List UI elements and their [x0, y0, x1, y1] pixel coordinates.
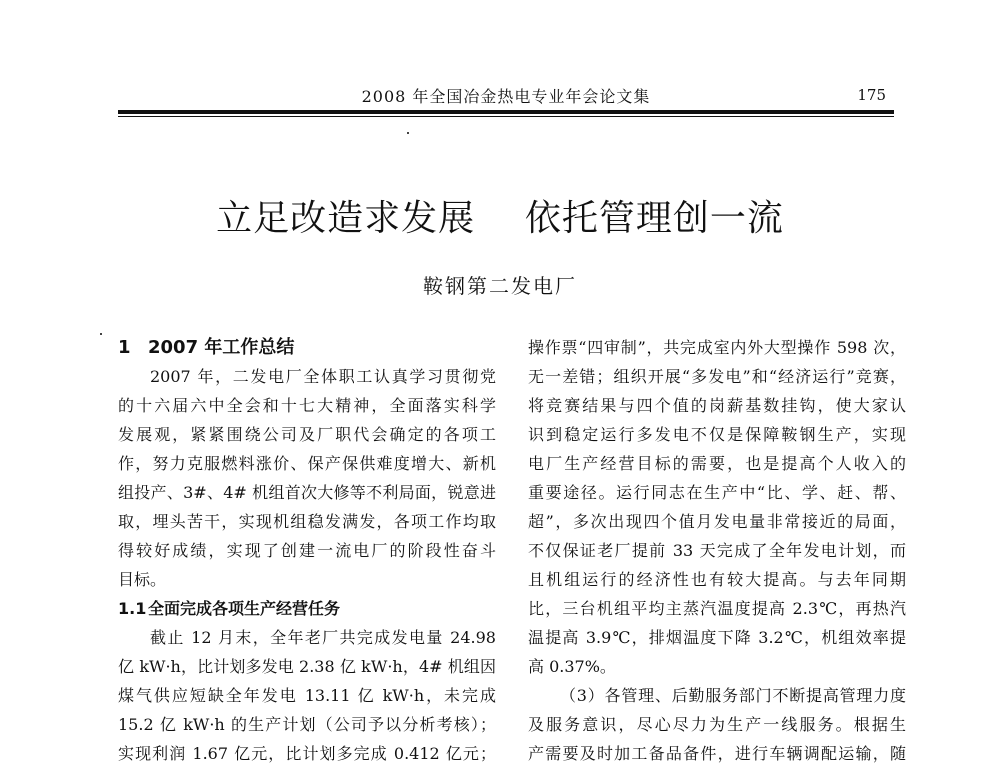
text-line: 无一差错；组织开展“多发电”和“经济运行”竞赛，: [528, 367, 906, 386]
text-line: 2007 年，二发电厂全体职工认真学习贯彻党: [150, 367, 496, 386]
text-line: 取，埋头苦干，实现机组稳发满发，各项工作均取: [118, 512, 496, 531]
running-header: [118, 82, 894, 110]
text-line: 将竞赛结果与四个值的岗薪基数挂钩，使大家认: [528, 396, 906, 415]
text-line: 比，三台机组平均主蒸汽温度提高 2.3℃，再热汽: [528, 599, 906, 618]
text-line: （3）各管理、后勤服务部门不断提高管理力度: [560, 686, 906, 705]
section-number: 1: [118, 337, 131, 358]
text-line: 操作票“四审制”，共完成室内外大型操作 598 次，: [528, 338, 906, 357]
text-line: 得较好成绩，实现了创建一流电厂的阶段性奋斗: [118, 541, 496, 560]
left-column: [118, 333, 496, 768]
right-column: [528, 333, 906, 768]
section-title: 2007 年工作总结: [148, 337, 295, 358]
text-line: 亿 kW·h，比计划多发电 2.38 亿 kW·h，4# 机组因: [118, 657, 496, 676]
text-line: 及服务意识，尽心尽力为生产一线服务。根据生: [528, 715, 906, 734]
text-line: 重要途径。运行同志在生产中“比、学、赶、帮、: [528, 483, 906, 502]
text-line: 实现利润 1.67 亿元，比计划多完成 0.412 亿元；: [118, 744, 496, 763]
subsection-heading: [118, 594, 496, 623]
text-line: 截止 12 月末，全年老厂共完成发电量 24.98: [150, 628, 496, 647]
text-line: 发展观，紧紧围绕公司及厂职代会确定的各项工: [118, 425, 496, 444]
subsection-number: 1.1: [118, 599, 147, 618]
text-line: 煤气供应短缺全年发电 13.11 亿 kW·h，未完成: [118, 686, 496, 705]
scan-speck: [100, 333, 102, 335]
text-line: 目标。: [118, 570, 167, 589]
text-line: 温提高 3.9℃，排烟温度下降 3.2℃，机组效率提: [528, 628, 906, 647]
text-line: 产需要及时加工备品备件，进行车辆调配运输，随: [528, 744, 906, 763]
page-number: 175: [857, 86, 886, 104]
text-line: 电厂生产经营目标的需要，也是提高个人收入的: [528, 454, 906, 473]
text-line: 作，努力克服燃料涨价、保产保供难度增大、新机: [118, 454, 496, 473]
text-line: 超”，多次出现四个值月发电量非常接近的局面，: [528, 512, 906, 531]
text-line: 15.2 亿 kW·h 的生产计划（公司予以分析考核）；: [118, 715, 496, 734]
journal-title: 2008 年全国冶金热电专业年会论文集: [361, 87, 651, 106]
text-line: 组投产、3#、4# 机组首次大修等不利局面，锐意进: [118, 483, 496, 502]
article-title: 立足改造求发展 依托管理创一流: [216, 198, 784, 239]
text-line: 的十六届六中全会和十七大精神，全面落实科学: [118, 396, 496, 415]
text-line: 识到稳定运行多发电不仅是保障鞍钢生产，实现: [528, 425, 906, 444]
header-rule-thin: [118, 116, 894, 117]
text-line: 且机组运行的经济性也有较大提高。与去年同期: [528, 570, 906, 589]
article-author: 鞍钢第二发电厂: [423, 274, 577, 298]
section-heading: [118, 333, 496, 362]
header-rule-thick: [118, 110, 894, 114]
text-line: 不仅保证老厂提前 33 天完成了全年发电计划，而: [528, 541, 906, 560]
subsection-title: 全面完成各项生产经营任务: [148, 599, 341, 618]
scan-speck: [407, 132, 409, 134]
text-line: 高 0.37%。: [528, 657, 616, 676]
